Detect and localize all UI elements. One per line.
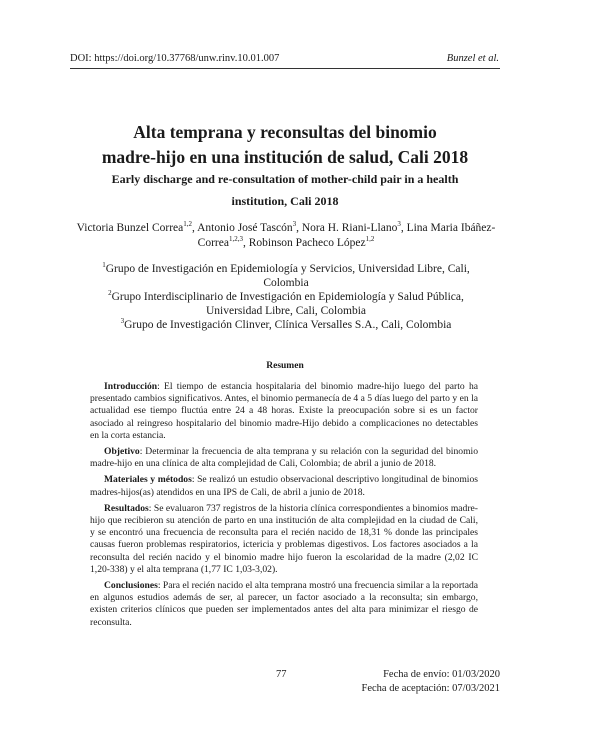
author-name: Lina Maria Ibáñez-Correa [197,222,496,249]
doi-link[interactable]: DOI: https://doi.org/10.37768/unw.rinv.10.01.007 [70,53,280,64]
author-list [66,221,506,251]
abstract-paragraph-resultados [90,503,478,576]
author-separator: , [192,222,198,234]
abstract-label: Introducción [104,381,158,392]
page-number: 77 [276,669,287,680]
author-separator: , [296,222,302,234]
author-separator: , [400,222,407,234]
affiliation-mark: 3 [120,317,125,326]
acceptance-date: Fecha de aceptación: 07/03/2021 [361,683,500,694]
author-affil-mark: 3 [292,220,297,229]
affiliation-text: Grupo Interdisciplinario de Investigación en Epidemiología y Salud Pública, [111,291,464,303]
submission-date: Fecha de envío: 01/03/2020 [383,669,500,680]
affiliation-2 [66,290,506,318]
running-author: Bunzel et al. [446,53,499,64]
abstract-paragraph-introduccion [90,381,478,442]
affiliation-text: Grupo de Investigación en Epidemiología y Servicios, Universidad Libre, Cali, [105,263,470,275]
affiliation-mark: 1 [102,261,106,270]
paper-title [60,120,510,170]
abstract-text: : Determinar la frecuencia de alta temprana y su relación con la seguridad del binomio madre-hijo en una clínica de alta complejidad de Cali, Colombia; de abril a junio de 2018. [90,446,478,470]
abstract-text: : El tiempo de estancia hospitalaria del binomio madre-hijo luego del parto ha presentado cambios significativos. Antes, el binomio permanecía de 4 a 5 días luego del parto y en la actualidad ese tiempo fluctúa entre 24 a 48 horas. Existe la preocupación sobre si es un factor asociado al reingreso hospitalario del binomio madre-Hijo debido a complicaciones no detectables en la corta estancia. [90,381,478,441]
abstract-paragraph-objetivo [90,446,478,470]
title-line-1: Alta temprana y reconsultas del binomio [133,122,437,142]
author-separator: , [242,237,249,249]
author-affil-mark: 1,2 [365,235,375,244]
author-name: Robinson Pacheco López [248,237,366,249]
title-line-2: madre-hijo en una institución de salud, Cali 2018 [101,147,469,167]
author-affil-mark: 1,2 [183,220,192,229]
affiliation-1 [66,262,506,290]
abstract-paragraph-conclusiones [90,580,478,629]
abstract-text: : Se realizó un estudio observacional descriptivo longitudinal de binomios madres-hijos(as) atendidos en una IPS de Cali, de abril a junio de 2018. [90,474,478,498]
abstract-text: : Para el recién nacido el alta temprana mostró una frecuencia similar a la reportada en algunos estudios además de ser, al parecer, un factor asociado a la reconsulta; sin embargo, existen criterios clínicos que pueden ser implementados antes del alta para minimizar el riesgo de reconsulta. [90,580,479,628]
author-name: Victoria Bunzel Correa [76,222,184,234]
affiliation-text: Grupo de Investigación Clinver, Clínica Versalles S.A., Cali, Colombia [124,319,452,331]
author-name: Nora H. Riani-Llano [301,222,398,234]
affiliation-3 [66,318,506,332]
paper-subtitle [60,168,510,212]
header-divider [70,68,500,69]
abstract-label: Objetivo [104,446,140,458]
affiliation-text: Colombia [263,277,309,289]
abstract-body [90,381,478,633]
abstract-label: Materiales y métodos [104,474,192,486]
affiliation-mark: 2 [108,289,112,298]
affiliation-text: Universidad Libre, Cali, Colombia [205,305,366,317]
abstract-text: : Se evaluaron 737 registros de la historia clínica correspondientes a binomios madre-hijo que recibieron su atención de parto en una institución de alta complejidad en la ciudad de Cali, y se encontró una frecuencia de reconsulta para el recién nacido de 18,31 % donde las principales causas fueron problemas respiratorios, ictericia y problemas digestivos. Los factores asociados a la reconsulta del recién nacido y el binomio madre hijo fueron la escolaridad de la madre (2,02 IC 1,20-338) y el alta temprana (1,77 IC 1,03-3,02). [90,502,478,575]
author-affil-mark: 3 [397,220,401,229]
author-affil-mark: 1,2,3 [228,235,243,244]
abstract-heading: Resumen [266,361,304,371]
author-name: Antonio José Tascón [197,222,293,234]
abstract-label: Resultados [104,502,149,514]
subtitle-line-2: institution, Cali 2018 [231,194,339,208]
abstract-label: Conclusiones [104,580,158,592]
subtitle-line-1: Early discharge and re-consultation of mother-child pair in a health [111,172,459,186]
abstract-paragraph-metodos [90,474,478,498]
